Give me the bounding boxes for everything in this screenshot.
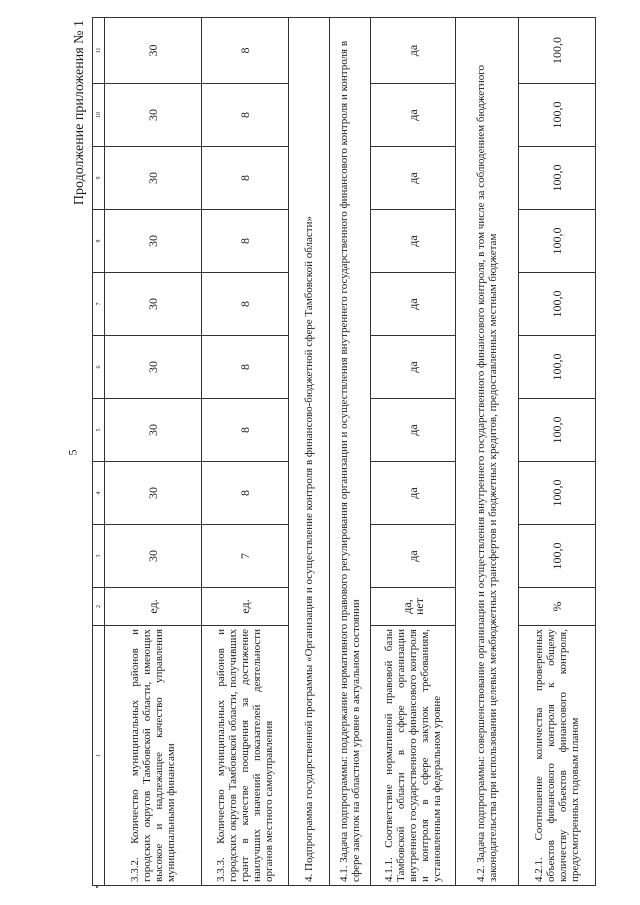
value-cell: 100,0 [519,462,596,525]
section-row [289,18,330,886]
header-cell: 6 [93,336,105,399]
section-row [456,18,519,886]
value-cell: да [371,525,456,588]
header-cell: 7 [93,273,105,336]
section-row [330,18,371,886]
header-cell: 10 [93,84,105,147]
unit-cell: ед. [105,588,202,626]
header-cell: 11 [93,18,105,84]
header-cell: 9 [93,147,105,210]
value-cell: 8 [202,210,289,273]
header-cell: 4 [93,462,105,525]
table-row [371,18,456,886]
value-cell: 30 [105,462,202,525]
value-cell: 30 [105,84,202,147]
value-cell: да [371,462,456,525]
header-cell: 3 [93,525,105,588]
value-cell: 100,0 [519,147,596,210]
task-title: 4.2. Задача подпрограммы: совершенствование организации и осуществления внутреннего государственного финансового контроля, в том числе за соблюдением бюджетного законодательства при использовании целевых межбюджетных трансфертов и бюджетных кредитов, предоставленных местным бюджетам [456,18,519,886]
unit-cell: ед. [202,588,289,626]
value-cell: 100,0 [519,399,596,462]
value-cell: 100,0 [519,210,596,273]
value-cell: 30 [105,147,202,210]
header-cell: 8 [93,210,105,273]
task-title: 4.1. Задача подпрограммы: поддержание нормативного правового регулирования организации и осуществления внутреннего государственного финансового контроля и контроля в сфере закупок на областном уровне в актуальном состоянии [330,18,371,886]
value-cell: 30 [105,273,202,336]
value-cell: 8 [202,399,289,462]
value-cell: 100,0 [519,273,596,336]
value-cell: 30 [105,525,202,588]
value-cell: 100,0 [519,525,596,588]
page-number: 5 [65,449,80,456]
rotated-table-wrapper [70,18,581,886]
continuation-caption: Продолжение приложения № 1 [72,20,87,206]
indicator-name: 3.3.2. Количество муниципальных районов и городских округов Тамбовской области, имеющих высокое и надлежащее качество управления муниципальными финансами [105,626,202,886]
scan-speck [96,886,98,888]
unit-cell: % [519,588,596,626]
table-row [519,18,596,886]
header-cell: 2 [93,588,105,626]
value-cell: да [371,399,456,462]
value-cell: 30 [105,18,202,84]
value-cell: да [371,273,456,336]
indicator-name: 3.3.3. Количество муниципальных районов и городских округов Тамбовской области, получивших грант в качестве поощрения за достижение наилучших значений показателей деятельности органов местного самоуправления [202,626,289,886]
value-cell: 8 [202,84,289,147]
table-row [202,18,289,886]
value-cell: 100,0 [519,84,596,147]
value-cell: 8 [202,462,289,525]
section-title: 4. Подпрограмма государственной программы «Организация и осуществление контроля в финансово-бюджетной сфере Тамбовской области» [289,18,330,886]
value-cell: да [371,84,456,147]
indicators-table [92,17,596,886]
value-cell: 8 [202,147,289,210]
header-cell: 1 [93,626,105,886]
value-cell: да [371,336,456,399]
table-row [105,18,202,886]
value-cell: 30 [105,210,202,273]
value-cell: 8 [202,273,289,336]
header-cell: 5 [93,399,105,462]
value-cell: да [371,210,456,273]
value-cell: 7 [202,525,289,588]
indicator-name: 4.2.1. Соотношение количества проверенных объектов финансового контроля к общему количеству объектов финансового контроля, предусмотренных годовым планом [519,626,596,886]
value-cell: 8 [202,336,289,399]
value-cell: 100,0 [519,336,596,399]
value-cell: 30 [105,336,202,399]
unit-cell: да, нет [371,588,456,626]
table-header-row [93,18,105,886]
value-cell: да [371,18,456,84]
indicator-name: 4.1.1. Соответствие нормативной правовой базы Тамбовской области в сфере организации внутреннего государственного финансового контроля и контроля в сфере закупок требованиям, установленным на федеральном уровне [371,626,456,886]
value-cell: 8 [202,18,289,84]
value-cell: 30 [105,399,202,462]
value-cell: да [371,147,456,210]
value-cell: 100,0 [519,18,596,84]
